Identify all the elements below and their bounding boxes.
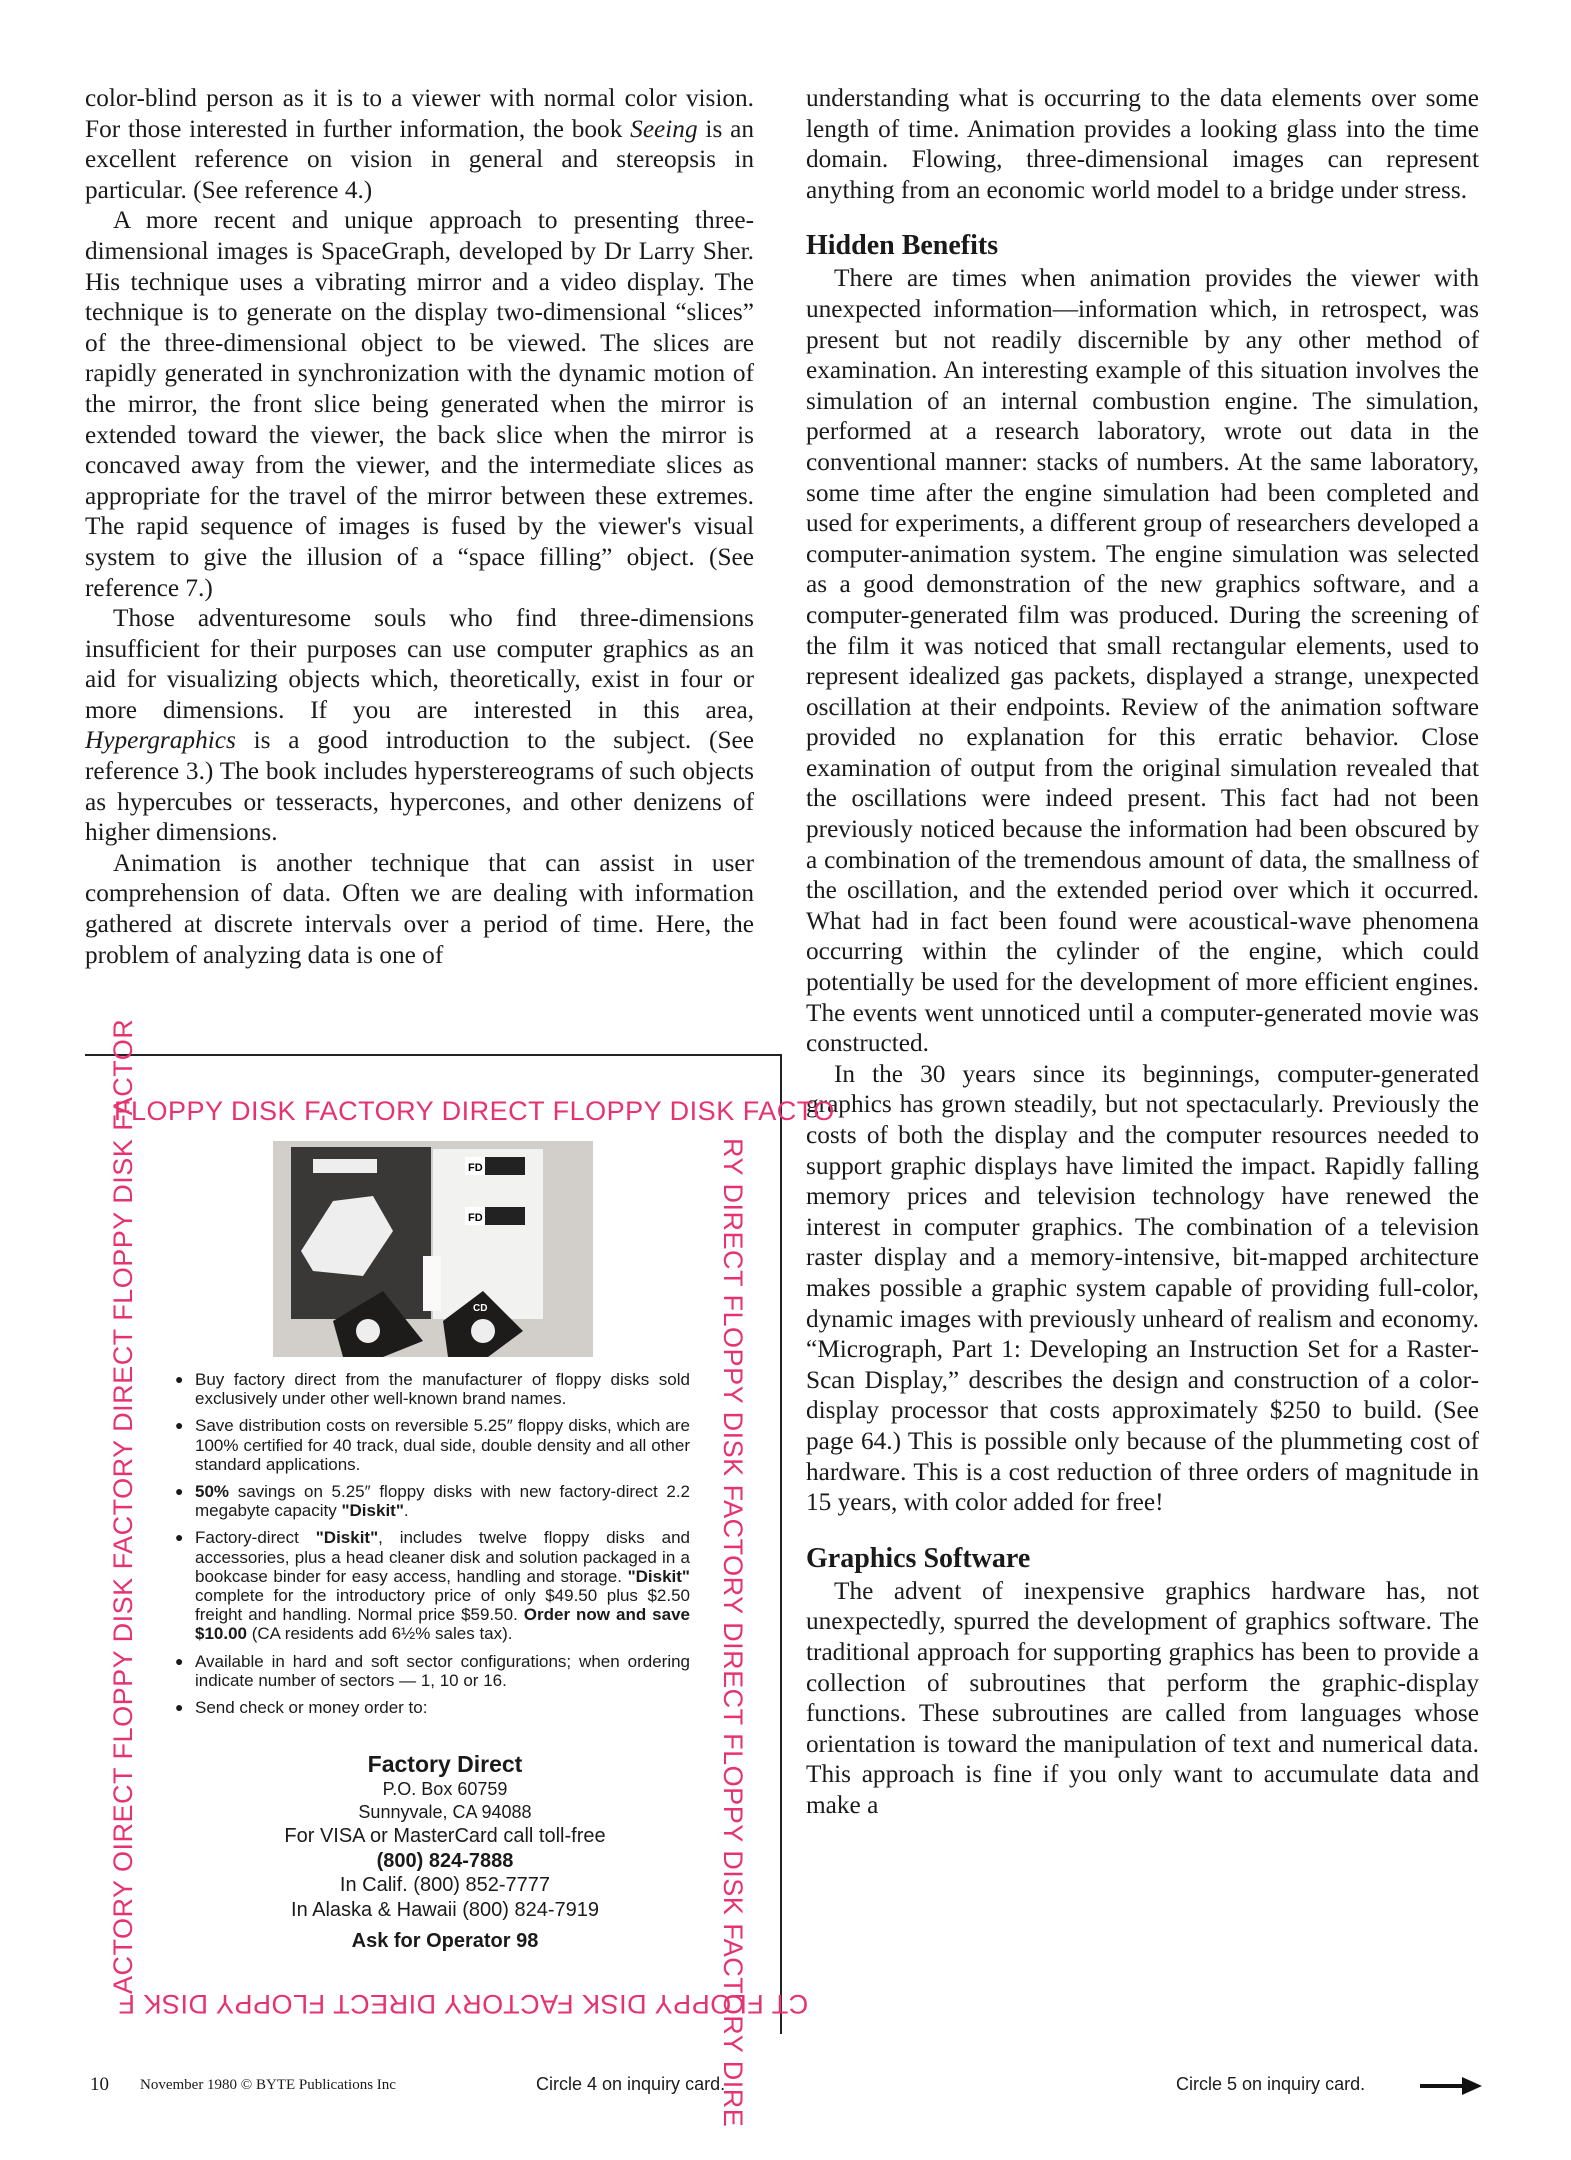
section-heading: Graphics Software [806, 1542, 1031, 1574]
operator-text: Ask for Operator 98 [351, 1930, 539, 1952]
bullet-item: ● Send check or money order to: [175, 1698, 690, 1717]
book-title: Seeing [630, 114, 698, 143]
ad-border-left: ACTORY OIRECT FLOPPY DISK FACTORY DIRECT FLOPPY DISK FACTOR [108, 1018, 138, 1994]
ad-address-block [200, 1750, 690, 1955]
publication-line: November 1980 © BYTE Publications Inc [140, 2077, 396, 2093]
paragraph: A more recent and unique approach to presenting three-dimensional images is SpaceGraph, developed by Dr Larry Sher. His technique uses a vibrating mirror and a video display. The technique is to generate on the display two-dimensional “slices” of the three-dimensional object to be viewed. The slices are rapidly generated in synchronization with the dynamic motion of the mirror, the front slice being generated when the mirror is extended toward the viewer, the back slice when the mirror is concaved away from the viewer, and the intermediate slices as appropriate for the travel of the mirror between these extremes. The rapid sequence of images is fused by the viewer's visual system to give the illusion of a “space filling” object. (See reference 7.) [85, 206, 754, 602]
bullet-item: ● Available in hard and soft sector configurations; when ordering indicate number of sectors — 1, 10 or 16. [175, 1652, 690, 1690]
photo-label: CD [473, 1303, 488, 1314]
left-column [85, 83, 754, 970]
text: . [403, 1501, 409, 1521]
text: savings on 5.25″ floppy disks with new factory-direct 2.2 megabyte capacity [195, 1482, 690, 1521]
paragraph [85, 83, 754, 205]
binder-photo-icon [273, 1141, 593, 1357]
paragraph [85, 603, 754, 848]
phone-number: (800) 824-7888 [376, 1850, 514, 1872]
company-name: Factory Direct [367, 1751, 523, 1777]
page-number: 10 [90, 2074, 109, 2095]
ad-border-right: RY DIRECT FLOPPY DISK FACTORY DIRECT FLOPPY DISK FACTORY DIRE [718, 1138, 748, 2128]
paragraph: The advent of inexpensive graphics hardware has, not unexpectedly, spurred the development of graphics software. The traditional approach for supporting graphics has been to provide a collection of subroutines that perform the graphic-display functions. These subroutines are called from languages whose orientation is toward the manipulation of text and numerical data. This approach is fine if you only want to accumulate data and make a [806, 1576, 1479, 1819]
ad-border-bottom: CT FLOPPY DISK FACTORY DIRECT FLOPPY DISK F [118, 1989, 809, 2019]
po-box: P.O. Box 60759 [382, 1779, 508, 1799]
paragraph: Animation is another technique that can assist in user comprehension of data. Often we are dealing with information gathered at discrete intervals over a period of time. Here, the problem of analyzing data is one of [85, 848, 754, 969]
arrow-right-icon [1420, 2075, 1482, 2097]
paragraph: understanding what is occurring to the data elements over some length of time. Animation provides a looking glass into the time domain. Flowing, three-dimensional images can represent anything from an economic world model to a bridge under stress. [806, 84, 1479, 204]
inquiry-right: Circle 5 on inquiry card. [1176, 2074, 1366, 2094]
text: "Diskit" [341, 1501, 404, 1521]
bullet-item [175, 1528, 690, 1643]
bullet-item [175, 1482, 690, 1520]
text: "Diskit" [315, 1528, 379, 1548]
ad-border-top: FLOPPY DISK FACTORY DIRECT FLOPPY DISK FACTO [114, 1096, 835, 1126]
photo-label: FD [468, 1162, 483, 1174]
book-title: Hypergraphics [85, 726, 236, 755]
product-photo [273, 1141, 593, 1357]
calif-phone: In Calif. (800) 852-7777 [339, 1874, 551, 1896]
call-text: For VISA or MasterCard call toll-free [284, 1825, 606, 1847]
paragraph: There are times when animation provides the viewer with unexpected information—information which, in retrospect, was present but not readily discernible by any other method of examination. An interesting example of this situation involves the simulation of an internal combustion engine. The simulation, performed at a research laboratory, wrote out data in the conventional manner: stacks of numbers. At the same laboratory, some time after the engine simulation had been completed and used for experiments, a different group of researchers developed a computer-animation system. The engine simulation was selected as a good demonstration of the new graphics software, and a computer-generated film was produced. During the screening of the film it was noticed that small rectangular elements, used to represent idealized gas packets, displayed a strange, unexpected oscillation at their endpoints. Review of the animation software provided no explanation for this erratic behavior. Close examination of output from the original simulation revealed that the oscillations were indeed present. This fact had not been previously noticed because the information had been obscured by a combination of the tremendous amount of data, the smallness of the oscillation, and the extended period over which it occurred. What had in fact been found were acoustical-wave phenomena occurring within the cylinder of the engine, which could potentially be used for the development of more efficient engines. The events went unnoticed until a computer-generated movie was constructed. [806, 264, 1479, 1058]
right-column [806, 83, 1479, 1820]
text: (CA residents add 6½% sales tax). [247, 1624, 513, 1644]
ad-divider-top [85, 1054, 782, 1056]
bullet-item: ● Save distribution costs on reversible 5.25″ floppy disks, which are 100% certified for 40 track, dual side, double density and all other standard applications. [175, 1416, 690, 1474]
alaska-phone: In Alaska & Hawaii (800) 824-7919 [291, 1899, 599, 1921]
text: , includes twelve floppy disks and accessories, plus a head cleaner disk and solution packaged in a bookcase binder for easy access, handling and storage. [195, 1528, 690, 1586]
bullet-item: ● Buy factory direct from the manufacturer of floppy disks sold exclusively under other well-known brand names. [175, 1370, 690, 1408]
paragraph: In the 30 years since its beginnings, computer-generated graphics has grown steadily, but not spectacularly. Previously the costs of both the display and the computer resources needed to support graphic displays have limited the impact. Rapidly falling memory prices and television technology have renewed the interest in computer graphics. The combination of a television raster display and a memory-intensive, bit-mapped architecture makes possible a graphic system capable of providing full-color, dynamic images with previously unheard of realism and economy. “Micrograph, Part 1: Developing an Instruction Set for a Raster-Scan Display,” describes the design and construction of a color-display processor that costs approximately $250 to build. (See page 64.) This is possible only because of the plummeting cost of hardware. This is a cost reduction of three orders of magnitude in 15 years, with color added for free! [806, 1059, 1479, 1517]
text: Factory-direct [195, 1528, 316, 1548]
column-divider [780, 1054, 782, 2034]
photo-label: FD [468, 1212, 483, 1224]
inquiry-left: Circle 4 on inquiry card. [536, 2074, 726, 2094]
text: Order now and save $10.00 [195, 1605, 690, 1644]
text: Those adventuresome souls who find three-dimensions insufficient for their purposes can use computer graphics as an aid for visualizing objects which, theoretically, exist in four or more dimensions. If you are interested in this area, [85, 604, 754, 724]
text: is a good introduction to the subject. (See reference 3.) The book includes hyperstereograms of such objects as hypercubes or tesseracts, hypercones, and other denizens of higher dimensions. [85, 726, 754, 847]
ad-bullet-list [175, 1370, 690, 1725]
text: complete for the introductory price of only $49.50 plus $2.50 freight and handling. Normal price $59.50. [195, 1586, 690, 1625]
text: "Diskit" [627, 1566, 690, 1586]
text: 50% [195, 1482, 230, 1502]
city: Sunnyvale, CA 94088 [358, 1802, 532, 1822]
section-heading: Hidden Benefits [806, 230, 999, 262]
text: color-blind person as it is to a viewer with normal color vision. For those interested in further information, the book [85, 84, 754, 143]
text: is an excellent reference on vision in general and stereopsis in particular. (See reference 4.) [85, 114, 754, 204]
